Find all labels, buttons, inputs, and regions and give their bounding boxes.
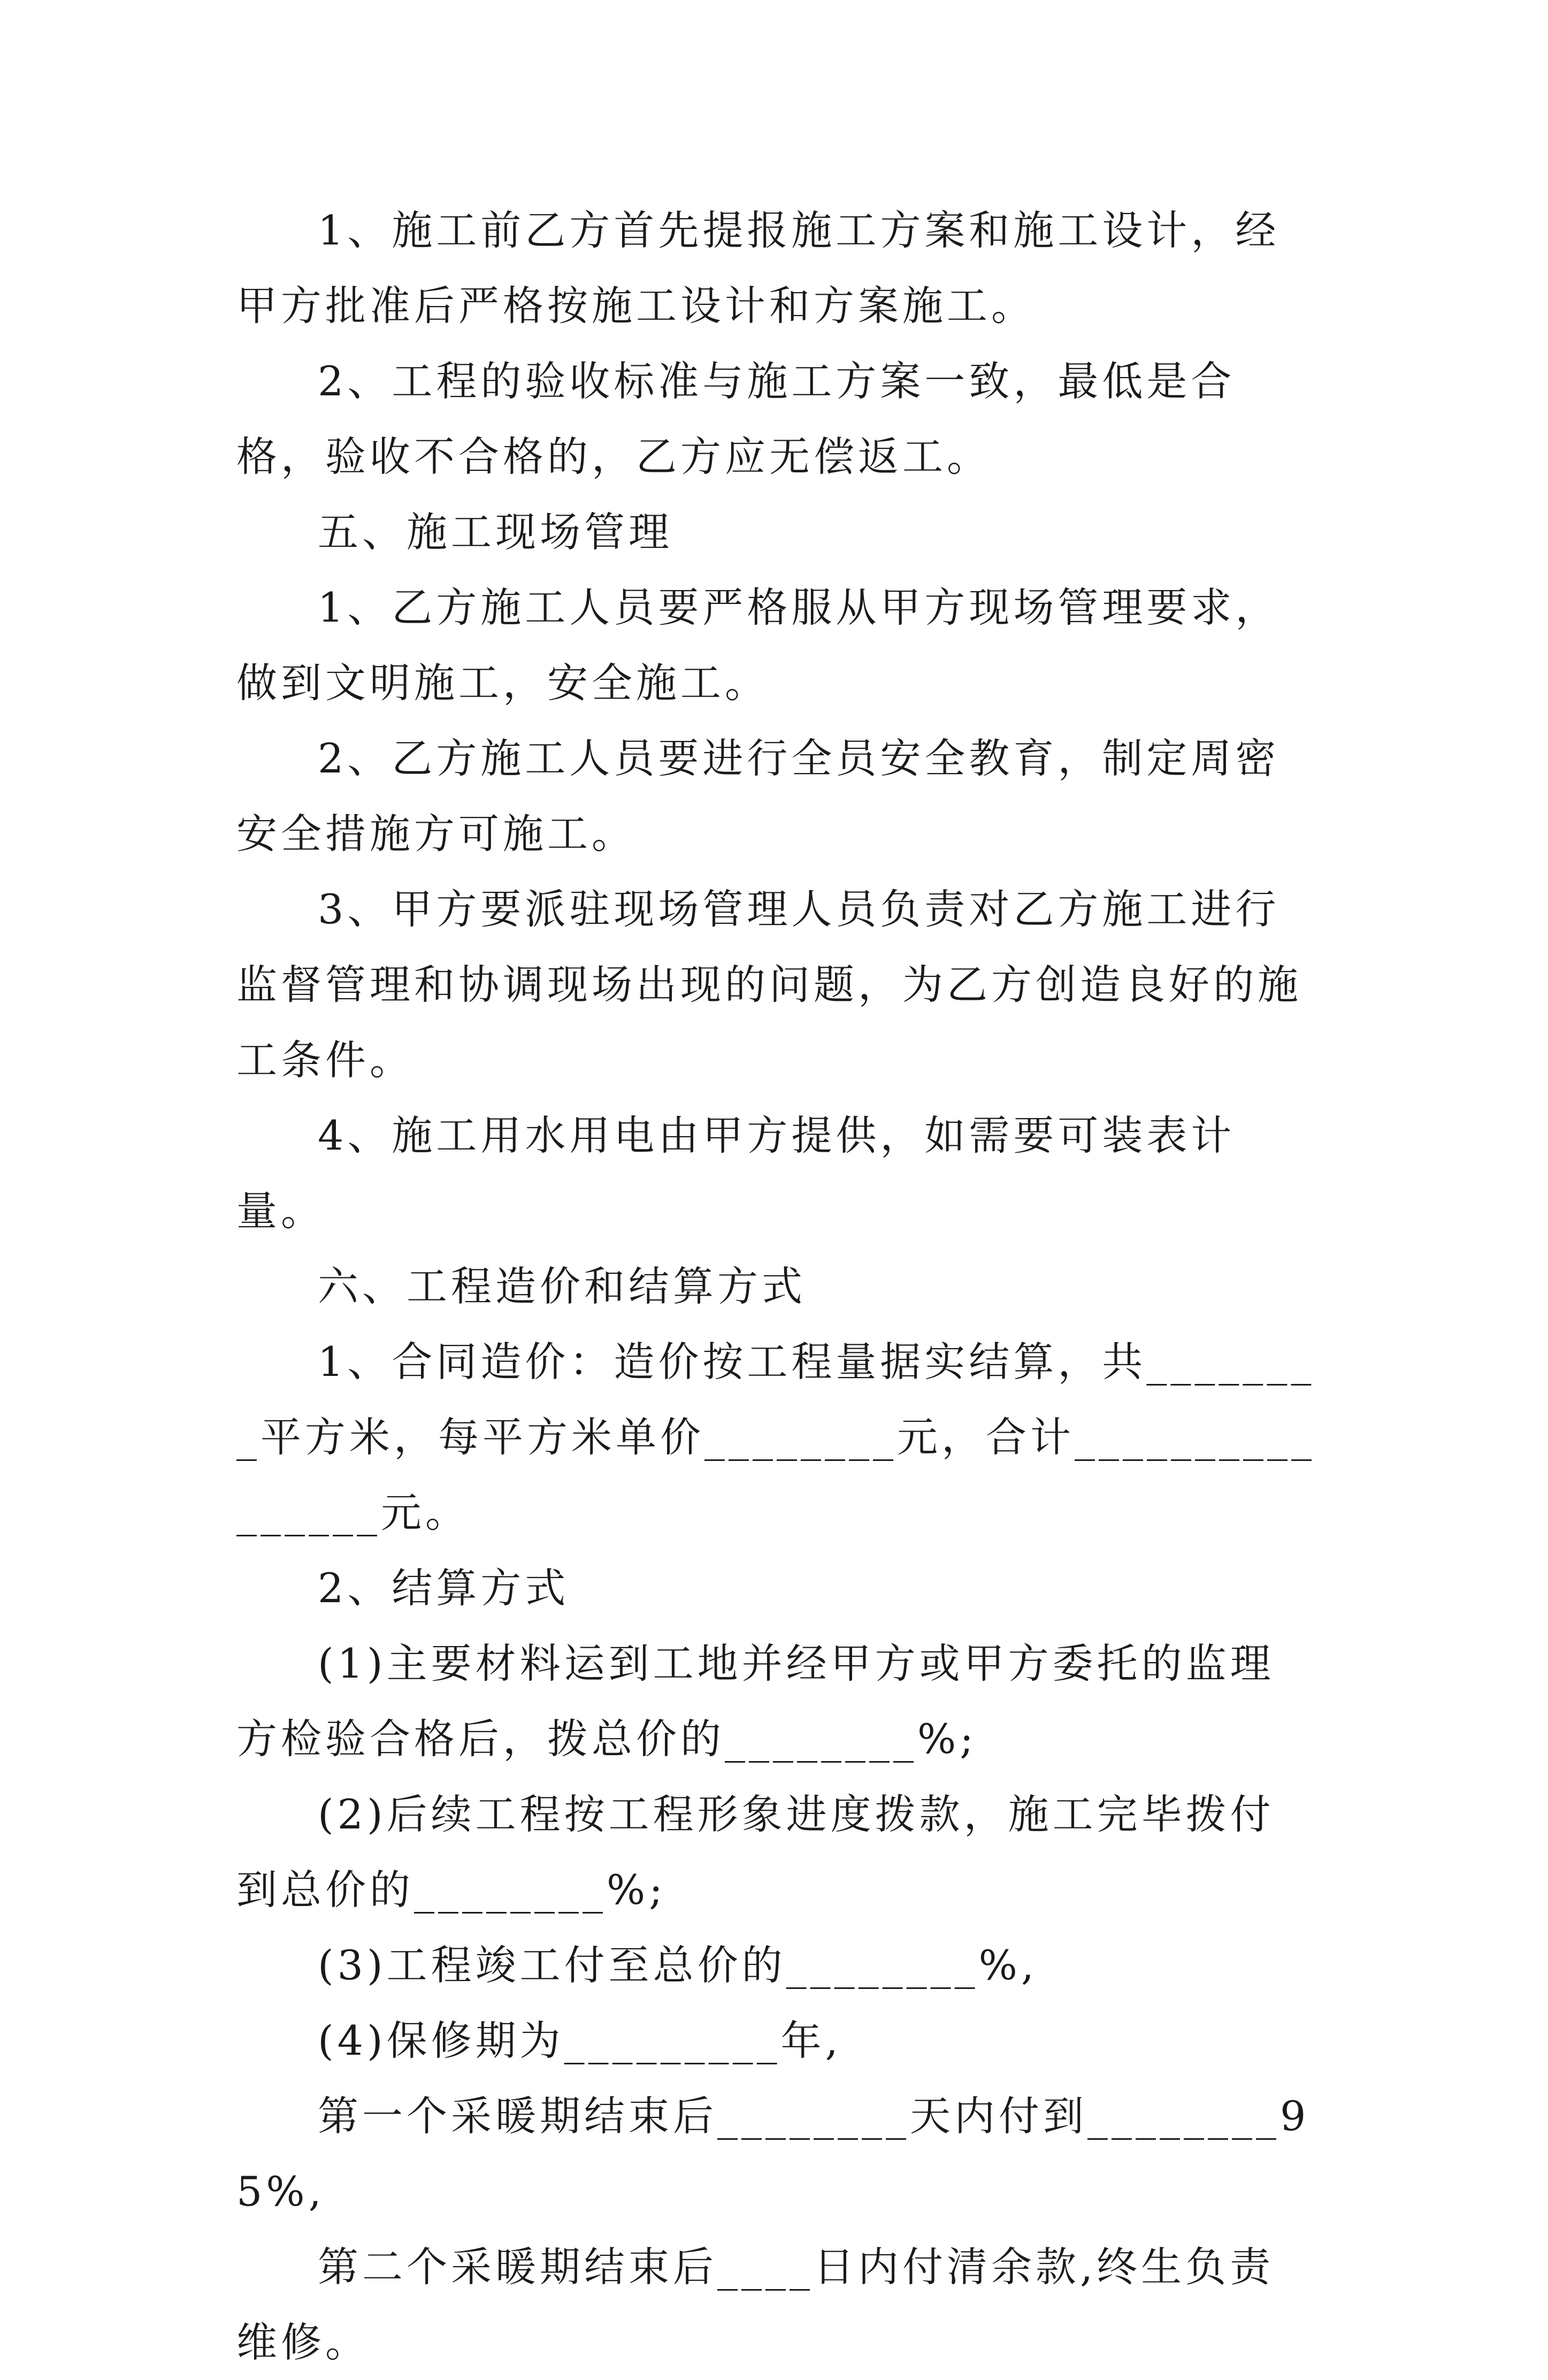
paragraph-contract-price: 1、合同造价：造价按工程量据实结算，共________平方米，每平方米单价________元，合计________________元。 (236, 1338, 1315, 1536)
paragraph-settlement-method: 2、结算方式 (318, 1564, 570, 1612)
paragraph-water-power: 4、施工用水用电由甲方提供，如需要可装表计量。 (236, 1112, 1236, 1235)
paragraph-site-rules: 1、乙方施工人员要严格服从甲方现场管理要求，做到文明施工，安全施工。 (236, 584, 1280, 707)
paragraph-acceptance-standard: 2、工程的验收标准与施工方案一致，最低是合格，验收不合格的，乙方应无偿返工。 (236, 357, 1236, 480)
document-body (236, 193, 1317, 2380)
paragraph-first-heating-period: 第一个采暖期结束后________天内付到________95%, (236, 2092, 1310, 2215)
section-heading-site-management: 五、施工现场管理 (318, 508, 673, 556)
paragraph-second-heating-period: 第二个采暖期结束后____日内付清余款,终生负责维修。 (236, 2243, 1275, 2366)
paragraph-payment-item-2: (2)后续工程按工程形象进度拨款，施工完毕拨付到总价的________%; (236, 1790, 1275, 1914)
paragraph-payment-item-3: (3)工程竣工付至总价的________%, (318, 1941, 1038, 1989)
paragraph-construction-plan: 1、施工前乙方首先提报施工方案和施工设计，经甲方批准后严格按施工设计和方案施工。 (236, 206, 1280, 330)
paragraph-payment-item-1: (1)主要材料运到工地并经甲方或甲方委托的监理方检验合格后，拨总价的________%; (236, 1640, 1275, 1763)
section-heading-cost-settlement: 六、工程造价和结算方式 (318, 1262, 806, 1310)
paragraph-supervision: 3、甲方要派驻现场管理人员负责对乙方施工进行监督管理和协调现场出现的问题，为乙方创造良好的施工条件。 (236, 885, 1302, 1084)
paragraph-payment-item-4: (4)保修期为_________年, (318, 2017, 842, 2064)
paragraph-safety-education: 2、乙方施工人员要进行全员安全教育，制定周密安全措施方可施工。 (236, 734, 1280, 858)
